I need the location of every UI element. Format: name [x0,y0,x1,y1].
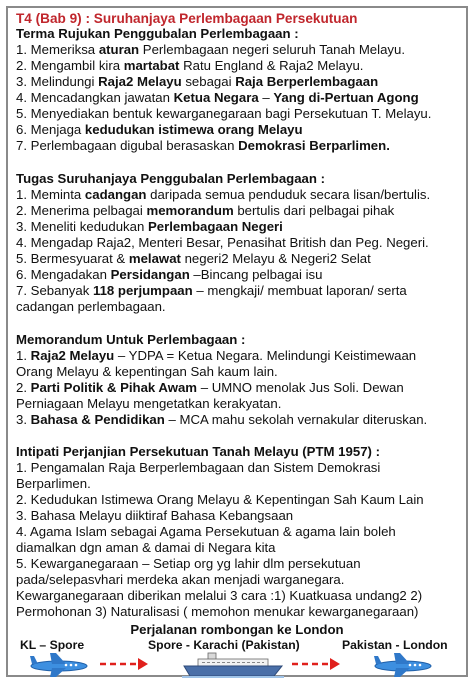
text-run: 1. Pengamalan Raja Berperlembagaan dan Sistem Demokrasi [16,460,381,475]
text-run: – YDPA = Ketua Negara. Melindungi Keistimewaan [114,348,417,363]
list-item [16,460,380,476]
bold-text: Parti Politik & Pihak Awam [30,380,198,395]
bold-text: memorandum [146,203,234,218]
text-run: Perniagaan Melayu mengetatkan kerakyatan. [16,396,282,411]
page-title: T4 (Bab 9) : Suruhanjaya Perlembagaan Persekutuan [16,11,358,26]
ship-icon [178,650,288,680]
text-run: Orang Melayu & kepentingan Sah kaum lain. [16,364,278,379]
text-run: 4. Agama Islam sebagai Agama Persekutuan & agama lain boleh [16,524,396,539]
list-item [16,556,361,572]
text-run: 1. Memeriksa [16,42,99,57]
text-run: 7. Perlembagaan digubal berasaskan [16,138,239,153]
list-item [16,588,422,604]
bold-text: kedudukan istimewa orang Melayu [84,122,303,137]
text-run: cadangan perlembagaan. [16,299,166,314]
list-item [16,348,416,364]
section-heading-intipati: Intipati Perjanjian Persekutuan Tanah Melayu (PTM 1957) : [16,444,380,459]
section-heading-memorandum: Memorandum Untuk Perlembagaan : [16,332,246,347]
dashed-arrow-icon [98,657,150,671]
bold-text: martabat [123,58,180,73]
text-run: 4. Mencadangkan jawatan [16,90,174,105]
list-item [16,299,166,315]
text-run: 5. Menyediakan bentuk kewarganegaraan bagi Persekutuan T. Melayu. [16,106,432,121]
list-item [16,380,404,396]
text-run: 7. Sebanyak [16,283,93,298]
leg-pakistan-london: Pakistan - London [342,638,448,652]
text-run: Ratu England & Raja2 Melayu. [179,58,364,73]
bold-text: Persidangan [110,267,190,282]
bold-text: aturan [98,42,140,57]
travel-title: Perjalanan rombongan ke London [130,622,344,637]
text-run: Berparlimen. [16,476,91,491]
list-item [16,604,418,620]
list-item [16,203,394,219]
list-item [16,572,344,588]
text-run: 3. [16,412,31,427]
list-item [16,106,431,122]
list-item [16,508,293,524]
document-page [6,6,468,677]
text-run: 5. Kewarganegaraan – Setiap org yg lahir dlm persekutuan [16,556,361,571]
list-item [16,187,430,203]
bold-text: melawat [128,251,181,266]
text-run: diamalkan dgn aman & damai di Negara kita [16,540,276,555]
text-run: 6. Menjaga [16,122,85,137]
text-run: 1. Meminta [16,187,85,202]
text-run: Kewarganegaraan diberikan melalui 3 cara :1) Kuatkuasa undang2 2) [16,588,423,603]
text-run: – UMNO menolak Jus Soli. Dewan [197,380,404,395]
bold-text: Raja2 Melayu [98,74,182,89]
leg-kl-spore: KL – Spore [20,638,85,652]
list-item [16,267,322,283]
text-run: – [258,90,274,105]
text-run: – mengkaji/ membuat laporan/ serta [192,283,407,298]
list-item [16,540,276,556]
text-run: 3. Melindungi [16,74,99,89]
airplane-icon [370,652,436,678]
bold-text: Perlembagaan Negeri [147,219,283,234]
list-item [16,74,378,90]
text-run: negeri2 Melayu & Negeri2 Selat [180,251,371,266]
list-item [16,492,424,508]
bold-text: Ketua Negara [173,90,259,105]
text-run: 2. Menerima pelbagai [16,203,147,218]
list-item [16,90,419,106]
bold-text: 118 perjumpaan [92,283,193,298]
text-run: 2. Mengambil kira [16,58,124,73]
dashed-arrow-icon [290,657,342,671]
text-run: –Bincang pelbagai isu [189,267,323,282]
airplane-icon [26,652,92,678]
text-run: sebagai [181,74,236,89]
bold-text: Bahasa & Pendidikan [30,412,165,427]
bold-text: Demokrasi Berparlimen. [238,138,390,153]
text-run: pada/selepasvhari merdeka akan menjadi warganegara. [16,572,345,587]
section-heading-terma: Terma Rujukan Penggubalan Perlembagaan : [16,26,299,41]
list-item [16,524,396,540]
bold-text: cadangan [84,187,147,202]
bold-text: Raja2 Melayu [30,348,115,363]
text-run: 1. [16,348,31,363]
list-item [16,58,363,74]
list-item [16,122,303,138]
text-run: 2. [16,380,31,395]
section-heading-tugas: Tugas Suruhanjaya Penggubalan Perlembagaan : [16,171,326,186]
list-item [16,235,429,251]
bold-text: Raja Berperlembagaan [235,74,379,89]
text-run: bertulis dari pelbagai pihak [233,203,395,218]
list-item [16,42,405,58]
text-run: Permohonan 3) Naturalisasi ( memohon menukar kewarganegaraan) [16,604,419,619]
list-item [16,476,91,492]
bold-text: Yang di-Pertuan Agong [273,90,419,105]
list-item [16,251,371,267]
text-run: – MCA mahu sekolah vernakular diteruskan. [164,412,428,427]
text-run: 3. Meneliti kedudukan [16,219,148,234]
list-item [16,412,427,428]
text-run: 2. Kedudukan Istimewa Orang Melayu & Kepentingan Sah Kaum Lain [16,492,424,507]
text-run: 4. Mengadap Raja2, Menteri Besar, Penasihat British dan Peg. Negeri. [16,235,429,250]
list-item [16,396,281,412]
text-run: Perlembagaan negeri seluruh Tanah Melayu. [139,42,405,57]
list-item [16,283,407,299]
text-run: daripada semua penduduk secara lisan/bertulis. [146,187,431,202]
text-run: 6. Mengadakan [16,267,111,282]
list-item [16,364,278,380]
list-item [16,219,283,235]
text-run: 3. Bahasa Melayu diiktiraf Bahasa Kebangsaan [16,508,294,523]
leg-spore-karachi: Spore - Karachi (Pakistan) [148,638,300,652]
text-run: 5. Bermesyuarat & [16,251,129,266]
list-item [16,138,390,154]
